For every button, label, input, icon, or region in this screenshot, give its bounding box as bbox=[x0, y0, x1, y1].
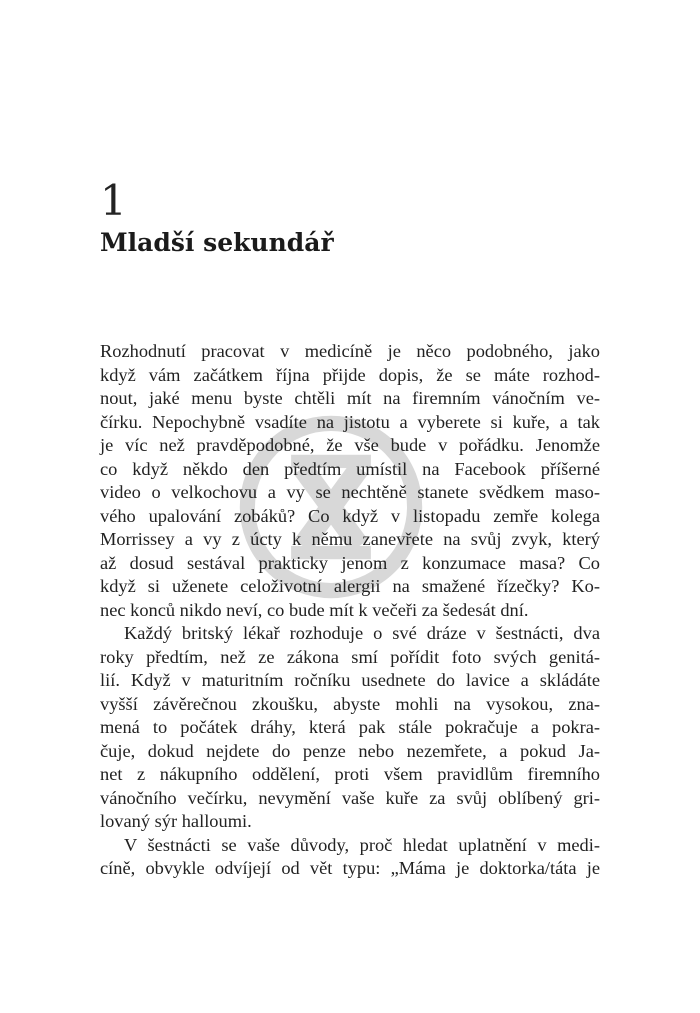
text-line: vyšší závěrečnou zkoušku, abyste mohli na vysokou, zna- bbox=[100, 693, 600, 714]
text-line: Rozhodnutí pracovat v medicíně je něco podobného, jako bbox=[100, 341, 600, 361]
text-line: vého upalování zobáků? Co když v listopadu zemře kolega bbox=[100, 505, 600, 526]
text-line: lovaný sýr halloumi. bbox=[100, 811, 252, 831]
paragraph-1 bbox=[100, 340, 600, 622]
text-line: Morrissey a vy z úcty k němu zanevřete na svůj zvyk, který bbox=[100, 529, 600, 549]
text-line: cíně, obvykle odvíjejí od vět typu: „Máma je doktorka/táta je bbox=[100, 858, 600, 878]
text-line: mená to počátek dráhy, která pak stále pokračuje a pokra- bbox=[100, 717, 600, 737]
text-line: až dosud sestával prakticky jenom z konzumace masa? Co bbox=[100, 552, 600, 573]
paragraph-2 bbox=[100, 622, 600, 834]
text-line: nout, jaké menu byste chtěli mít na firemním vánočním ve- bbox=[100, 388, 600, 408]
text-line: co když někdo den předtím umístil na Facebook příšerné bbox=[100, 458, 600, 479]
text-line: V šestnácti se vaše důvody, proč hledat uplatnění v medi- bbox=[124, 834, 600, 855]
text-line: lií. Když v maturitním ročníku usednete do lavice a skládáte bbox=[100, 670, 600, 690]
text-line: video o velkochovu a vy se nechtěně stanete svědkem maso- bbox=[100, 482, 600, 502]
chapter-number: 1 bbox=[100, 176, 127, 225]
text-line: net z nákupního oddělení, proti všem pravidlům firemního bbox=[100, 764, 600, 784]
text-line: nec konců nikdo neví, co bude mít k večeři za šedesát dní. bbox=[100, 599, 529, 620]
paragraph-3 bbox=[100, 834, 600, 881]
text-line: když si uženete celoživotní alergii na smažené řízečky? Ko- bbox=[100, 576, 600, 596]
text-line: je víc než pravděpodobné, že vše bude v pořádku. Jenomže bbox=[100, 435, 600, 455]
text-line: roky předtím, než ze zákona smí pořídit foto svých genitá- bbox=[100, 646, 600, 667]
text-line: Každý britský lékař rozhoduje o své dráze v šestnácti, dva bbox=[124, 623, 600, 643]
text-line: vánočního večírku, nevymění vaše kuře za svůj oblíbený gri- bbox=[100, 787, 600, 808]
body-text bbox=[100, 340, 600, 881]
chapter-title: Mladší sekundář bbox=[100, 228, 334, 257]
text-line: čuje, dokud nejdete do penze nebo nezemřete, a pokud Ja- bbox=[100, 740, 600, 761]
text-line: čírku. Nepochybně vsadíte na jistotu a vyberete si kuře, a tak bbox=[100, 411, 600, 432]
text-line: když vám začátkem října přijde dopis, že se máte rozhod- bbox=[100, 364, 600, 385]
